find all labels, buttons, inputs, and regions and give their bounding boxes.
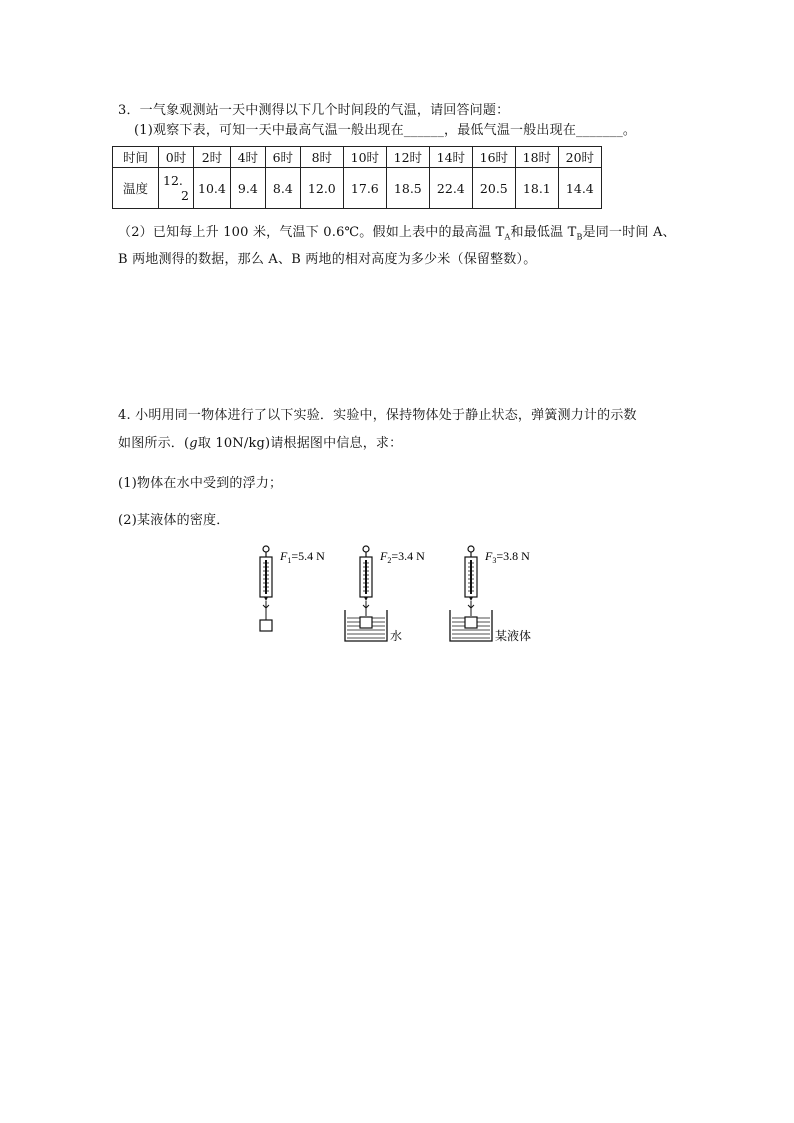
- table-cell: 10.4: [194, 168, 231, 209]
- q3-part2-line2: B 两地测得的数据，那么 A、B 两地的相对高度为多少米（保留整数）。: [118, 252, 537, 267]
- q4-line1: 4. 小明用同一物体进行了以下实验．实验中，保持物体处于静止状态，弹簧测力计的示数: [118, 408, 637, 423]
- temp-first-bottom: 2: [181, 188, 189, 203]
- table-cell: 18.5: [386, 168, 429, 209]
- table-cell: 4时: [230, 147, 265, 168]
- subscript-b: B: [576, 232, 583, 242]
- q3-part1: (1)观察下表，可知一天中最高气温一般出现在______，最低气温一般出现在_______。: [134, 123, 637, 138]
- q4-item1: (1)物体在水中受到的浮力；: [118, 476, 283, 491]
- table-cell: [159, 168, 194, 209]
- table-cell: 12时: [386, 147, 429, 168]
- temp-first-top: 12.: [163, 173, 183, 188]
- table-cell: 8时: [300, 147, 343, 168]
- q3-part2-a: （2）已知每上升 100 米，气温下 0.6℃。假如上表中的最高温 T: [118, 225, 505, 240]
- table-row: [113, 168, 602, 209]
- submerged-block-water: [360, 617, 372, 628]
- table-cell: 16时: [472, 147, 515, 168]
- spring-scale-2: [360, 546, 372, 616]
- hanging-block-1: [260, 620, 272, 631]
- q4-line2: [118, 432, 402, 451]
- table-header-temp: 温度: [113, 168, 159, 209]
- table-cell: 20时: [558, 147, 601, 168]
- table-cell: 20.5: [472, 168, 515, 209]
- q4-line2-b: 取 10N/kg)请根据图中信息，求：: [197, 436, 403, 451]
- force-label-2: $F_2=3.4$ N: [380, 549, 425, 565]
- table-cell: 14.4: [558, 168, 601, 209]
- table-cell: 17.6: [343, 168, 386, 209]
- table-cell: 22.4: [429, 168, 472, 209]
- liquid-label: 某液体: [495, 629, 532, 643]
- table-cell: 10时: [343, 147, 386, 168]
- table-cell: 0时: [159, 147, 194, 168]
- table-cell: 6时: [265, 147, 300, 168]
- water-label: 水: [390, 629, 403, 643]
- q3-title: 3．一气象观测站一天中测得以下几个时间段的气温，请回答问题：: [118, 103, 510, 118]
- q3-part2-line1: [118, 221, 676, 242]
- spring-scale-3: [465, 546, 477, 616]
- q3-part2-c: 是同一时间 A、: [582, 225, 676, 240]
- table-cell: 18时: [515, 147, 558, 168]
- force-label-3: $F_3=3.8$ N: [485, 549, 530, 565]
- table-cell: 14时: [429, 147, 472, 168]
- table-cell: 9.4: [230, 168, 265, 209]
- table-cell: 18.1: [515, 168, 558, 209]
- temperature-table: [112, 146, 602, 209]
- table-cell: 2时: [194, 147, 231, 168]
- q4-line2-a: 如图所示．(: [118, 436, 190, 451]
- table-cell: 12.0: [300, 168, 343, 209]
- subscript-a: A: [504, 232, 511, 242]
- spring-scale-1: [260, 546, 272, 612]
- submerged-block-liquid: [465, 617, 477, 628]
- force-label-1: $F_1=5.4$ N: [280, 549, 325, 565]
- q3-part2-b: 和最低温 T: [510, 225, 577, 240]
- q4-item2: (2)某液体的密度．: [118, 513, 230, 528]
- table-cell: 8.4: [265, 168, 300, 209]
- spring-scale-figure: [240, 540, 560, 650]
- g-symbol: g: [189, 436, 198, 451]
- table-header-time: 时间: [113, 147, 159, 168]
- table-row: [113, 147, 602, 168]
